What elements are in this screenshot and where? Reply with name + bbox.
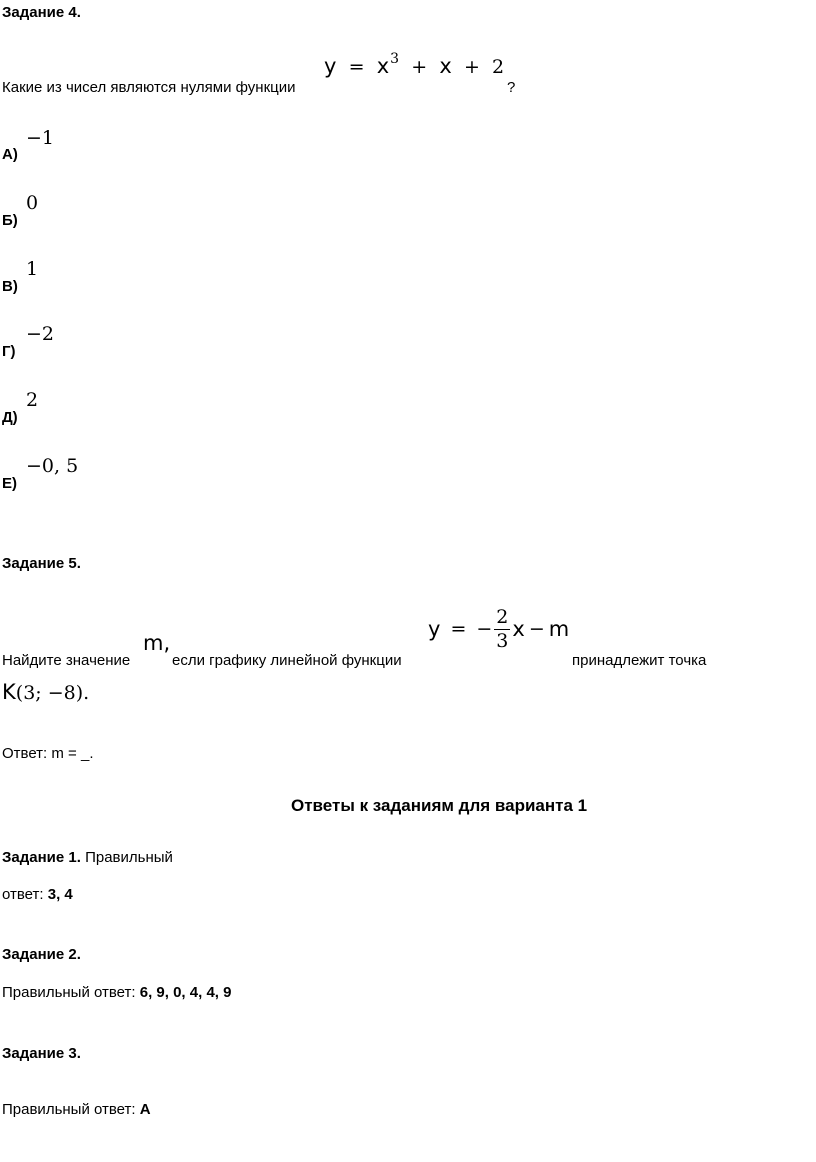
option-value: 0 xyxy=(26,192,39,214)
task4-question: Какие из чисел являются нулями функции xyxy=(2,79,296,96)
option-value: 1 xyxy=(26,258,39,280)
option-label: Г) xyxy=(2,343,16,360)
formula-y: y xyxy=(428,617,441,641)
formula-x: x xyxy=(512,617,525,641)
task5-param: m, xyxy=(143,631,171,655)
formula-eq: = xyxy=(348,56,365,78)
task4-title: Задание 4. xyxy=(2,4,81,21)
option-label: Д) xyxy=(2,409,18,426)
answer-item-1 xyxy=(2,849,173,866)
formula-minus: − xyxy=(476,618,493,640)
formula-exp: 3 xyxy=(390,51,400,67)
option-value: −2 xyxy=(26,323,55,345)
option-label: Е) xyxy=(2,475,17,492)
option-label: Б) xyxy=(2,212,18,229)
task4-question-mark: ? xyxy=(507,79,516,96)
formula-const: 2 xyxy=(492,56,505,78)
task5-point xyxy=(2,682,89,703)
option-value: 2 xyxy=(26,389,39,411)
answer-item-3-title: Задание 3. xyxy=(2,1045,81,1062)
option-label: В) xyxy=(2,278,18,295)
answer-title: Задание 1. xyxy=(2,849,81,866)
task5-formula xyxy=(428,608,569,651)
task5-answer-line: Ответ: m = _. xyxy=(2,745,94,762)
formula-y: y xyxy=(324,54,337,78)
formula-fraction xyxy=(494,608,510,651)
answer-item-3 xyxy=(2,1101,151,1118)
answer-item-2 xyxy=(2,984,231,1001)
formula-plus: + xyxy=(411,56,428,78)
fraction-numerator: 2 xyxy=(496,606,509,628)
task5-text-3: принадлежит точка xyxy=(572,652,707,669)
formula-x: x xyxy=(376,54,390,78)
point-coords: (3; −8). xyxy=(15,682,90,704)
answer-label: Правильный ответ: xyxy=(2,1101,136,1118)
answer-values: 6, 9, 0, 4, 4, 9 xyxy=(139,984,232,1001)
answer-item-2-title: Задание 2. xyxy=(2,946,81,963)
formula-plus: + xyxy=(463,56,480,78)
point-name: K xyxy=(2,680,16,704)
answers-heading: Ответы к заданиям для варианта 1 xyxy=(291,796,588,815)
formula-x: x xyxy=(439,54,452,78)
option-value: −1 xyxy=(26,127,55,149)
option-label: А) xyxy=(2,146,18,163)
answer-label: ответ: xyxy=(2,886,44,903)
fraction-denominator: 3 xyxy=(496,630,509,652)
answer-item-1-line2 xyxy=(2,886,73,903)
answer-values: А xyxy=(139,1101,151,1118)
formula-minus: − xyxy=(528,618,545,640)
answer-label: Правильный ответ: xyxy=(2,984,136,1001)
answer-text: Правильный xyxy=(85,849,173,866)
task5-title: Задание 5. xyxy=(2,555,81,572)
answer-values: 3, 4 xyxy=(47,886,73,903)
option-value: −0, 5 xyxy=(26,455,79,477)
task5-text-2: если графику линейной функции xyxy=(172,652,402,669)
formula-m: m xyxy=(548,617,570,641)
formula-eq: = xyxy=(450,618,467,640)
task5-text-1: Найдите значение xyxy=(2,652,131,669)
task4-formula xyxy=(324,51,505,78)
